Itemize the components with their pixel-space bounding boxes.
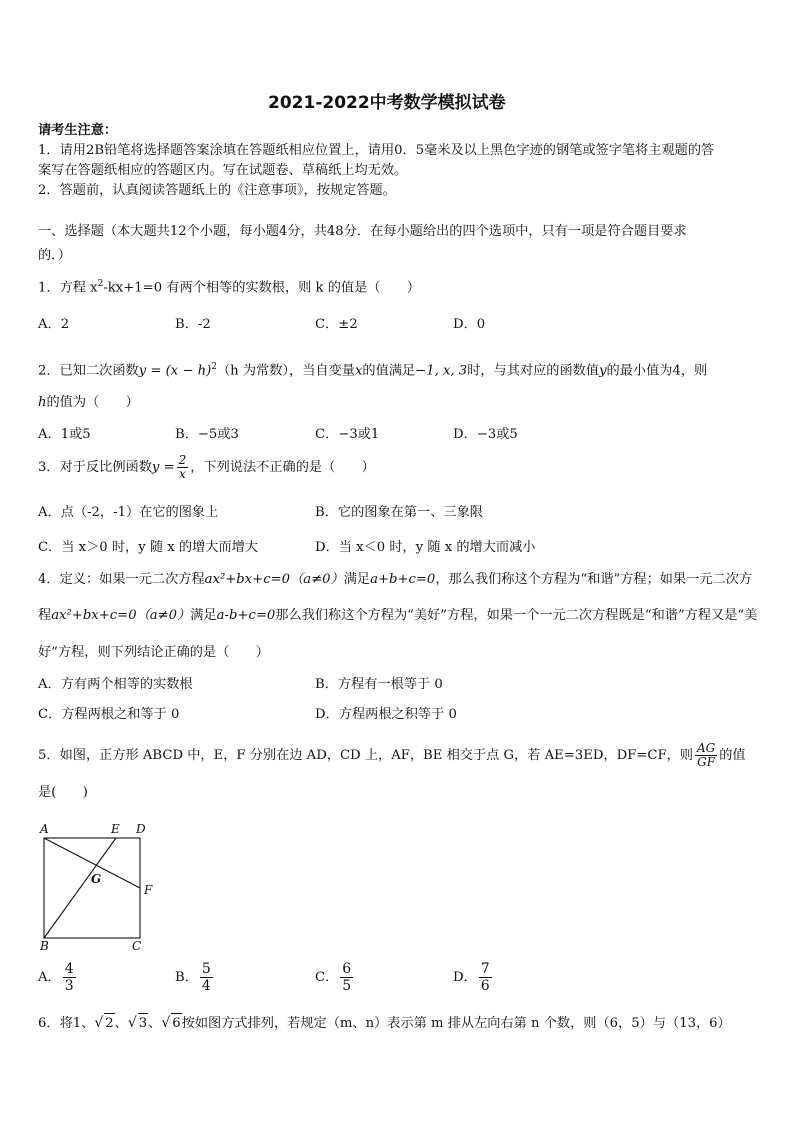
q5-fraction bbox=[695, 742, 717, 769]
q2-option-a[interactable]: A．1或5 bbox=[38, 427, 91, 442]
q3-option-a[interactable]: A．点（-2，-1）在它的图象上 bbox=[38, 505, 219, 520]
q3-stem-pre: 3．对于反比例函数 bbox=[38, 460, 152, 475]
q1-option-b[interactable]: B．-2 bbox=[175, 317, 211, 332]
q2-stem-end: 的最小值为4，则 bbox=[606, 363, 708, 379]
q4-line1-pre: 4．定义：如果一元二次方程 bbox=[38, 572, 205, 587]
q6-sep2: 、 bbox=[148, 1016, 162, 1031]
q5-option-a-num: 4 bbox=[64, 961, 74, 977]
q5-option-a-den: 3 bbox=[64, 978, 74, 994]
q5-stem-end: 的值 bbox=[719, 748, 746, 763]
q2-stem-pre: 2．已知二次函数 bbox=[38, 363, 139, 379]
q5-option-b-letter: B． bbox=[175, 970, 198, 985]
q5-option-c-letter: C． bbox=[315, 970, 339, 985]
q5-option-c-frac bbox=[340, 961, 353, 994]
q4-line1-eq: ax²+bx+c=0（a≠0） bbox=[204, 572, 344, 587]
label-g: G bbox=[91, 872, 102, 886]
q2-var-x: x bbox=[354, 363, 363, 379]
page-title: 2021-2022中考数学模拟试卷 bbox=[268, 93, 506, 113]
q1-option-d[interactable]: D．0 bbox=[453, 317, 486, 332]
question-4-line1 bbox=[38, 570, 752, 590]
q6-root-6: 6 bbox=[171, 1013, 181, 1034]
label-d: D bbox=[136, 822, 146, 836]
q2-stem-mid: （h 为常数），当自变量 bbox=[216, 363, 355, 379]
q1-stem-post: -kx+1=0 有两个相等的实数根，则 k 的值是（ ） bbox=[103, 280, 421, 296]
q3-fraction bbox=[177, 454, 189, 481]
notice-line-1b: 案写在答题纸相应的答题区内。写在试题卷、草稿纸上均无效。 bbox=[38, 163, 408, 178]
question-2-line2 bbox=[38, 393, 139, 413]
q4-line2-post: 那么我们称这个方程为“美好”方程，如果一个一元二次方程既是“和谐”方程又是“美 bbox=[275, 608, 758, 623]
q5-option-a-frac bbox=[63, 961, 76, 994]
q1-stem-pre: 1．方程 x bbox=[38, 280, 98, 296]
q4-line1-cond: a+b+c=0 bbox=[370, 572, 436, 587]
q4-option-b[interactable]: B．方程有一根等于 0 bbox=[315, 677, 443, 692]
notice-line-1a: 1．请用2B铅笔将选择题答案涂填在答题纸相应位置上，请用0．5毫米及以上黑色字迹的钢笔或签字笔将主观题的答 bbox=[38, 143, 715, 158]
square-abcd bbox=[44, 838, 140, 938]
q2-option-d[interactable]: D．−3或5 bbox=[453, 427, 518, 442]
q5-option-d-letter: D． bbox=[453, 970, 477, 985]
q2-stem-mid2: 的值满足 bbox=[362, 363, 416, 379]
q4-line2-eq: ax²+bx+c=0（a≠0） bbox=[51, 608, 191, 623]
q5-frac-den: GF bbox=[697, 755, 716, 769]
q2-range: −1, x, 3 bbox=[415, 363, 468, 379]
q1-option-a[interactable]: A．2 bbox=[38, 317, 70, 332]
q6-root-2: 2 bbox=[104, 1013, 114, 1034]
segment-be bbox=[44, 838, 116, 938]
q1-option-c[interactable]: C．±2 bbox=[315, 317, 358, 332]
question-5-stem bbox=[38, 742, 746, 769]
q3-func-lhs: y = bbox=[151, 460, 175, 475]
sqrt-symbol: √ bbox=[94, 1015, 104, 1031]
q2-option-c[interactable]: C．−3或1 bbox=[315, 427, 380, 442]
q2-formula: y = (x − h) bbox=[138, 363, 212, 379]
q6-pre: 6．将1、 bbox=[38, 1016, 95, 1031]
q6-sep1: 、 bbox=[114, 1016, 128, 1031]
q3-option-d[interactable]: D．当 x＜0 时，y 随 x 的增大而减小 bbox=[315, 540, 536, 555]
label-a: A bbox=[40, 822, 49, 836]
q5-option-d-num: 7 bbox=[480, 961, 490, 977]
question-4-line3: 好”方程，则下列结论正确的是（ ） bbox=[38, 645, 269, 660]
q5-option-c-num: 6 bbox=[342, 961, 352, 977]
label-b: B bbox=[40, 939, 49, 952]
q5-option-b-frac bbox=[200, 961, 213, 994]
question-2-stem bbox=[38, 357, 707, 381]
notice-heading: 请考生注意： bbox=[38, 123, 118, 138]
q5-option-a-letter: A． bbox=[38, 970, 61, 985]
q5-stem: 5．如图，正方形 ABCD 中，E，F 分别在边 AD，CD 上，AF，BE 相交于点 G，若 AE=3ED，DF=CF，则 bbox=[38, 748, 693, 763]
q6-root-3: 3 bbox=[138, 1013, 148, 1034]
square-figure bbox=[34, 820, 164, 952]
q2-var-y: y bbox=[599, 363, 607, 379]
q1-sup: 2 bbox=[97, 279, 104, 289]
question-3-stem bbox=[38, 454, 375, 481]
q2-line2: 的值为（ ） bbox=[46, 395, 139, 410]
q2-formula-sup: 2 bbox=[211, 362, 217, 372]
section-header-end: 的．） bbox=[38, 248, 71, 263]
q2-line2-var: h bbox=[38, 395, 47, 410]
q5-option-c-den: 5 bbox=[342, 978, 352, 994]
q3-stem-post: ，下列说法不正确的是（ ） bbox=[190, 460, 375, 475]
question-4-line2 bbox=[38, 606, 757, 626]
label-c: C bbox=[132, 939, 142, 952]
q3-option-c[interactable]: C．当 x＞0 时，y 随 x 的增大而增大 bbox=[38, 540, 259, 555]
q5-option-b-den: 4 bbox=[201, 978, 211, 994]
q5-frac-num: AG bbox=[696, 741, 716, 755]
q4-line2-cond: a-b+c=0 bbox=[216, 608, 276, 623]
q4-option-c[interactable]: C．方程两根之和等于 0 bbox=[38, 707, 180, 722]
q3-func-den: x bbox=[179, 467, 186, 481]
label-e: E bbox=[111, 822, 120, 836]
notice-line-2: 2．答题前，认真阅读答题纸上的《注意事项》，按规定答题。 bbox=[38, 183, 396, 198]
q5-option-b-num: 5 bbox=[201, 961, 211, 977]
q4-line2-mid: 满足 bbox=[190, 608, 217, 623]
q3-func-num: 2 bbox=[178, 453, 187, 467]
q2-option-b[interactable]: B．−5或3 bbox=[175, 427, 239, 442]
q5-option-b[interactable] bbox=[175, 961, 215, 994]
q4-option-d[interactable]: D．方程两根之积等于 0 bbox=[315, 707, 457, 722]
question-6-stem bbox=[38, 1013, 731, 1034]
q4-option-a[interactable]: A．方有两个相等的实数根 bbox=[38, 677, 193, 692]
q4-line1-post: ，那么我们称这个方程为“和谐”方程；如果一元二次方 bbox=[435, 572, 753, 587]
q5-option-d[interactable] bbox=[453, 961, 494, 994]
q4-line2-pre: 程 bbox=[38, 608, 52, 623]
q2-stem-post: 时，与其对应的函数值 bbox=[467, 363, 600, 379]
section-header: 一、选择题（本大题共12个小题，每小题4分，共48分．在每小题给出的四个选项中，只有一项是符合题目要求 bbox=[38, 224, 687, 239]
q5-option-c[interactable] bbox=[315, 961, 355, 994]
q4-line1-mid: 满足 bbox=[343, 572, 371, 587]
label-f: F bbox=[144, 883, 153, 897]
q5-option-d-den: 6 bbox=[480, 978, 490, 994]
q5-option-a[interactable] bbox=[38, 961, 78, 994]
sqrt-symbol: √ bbox=[127, 1015, 137, 1031]
question-5-line2: 是( ) bbox=[38, 785, 88, 800]
sqrt-symbol: √ bbox=[161, 1015, 171, 1031]
q5-option-d-frac bbox=[479, 961, 492, 994]
question-1-stem bbox=[38, 274, 420, 298]
q6-post: 按如图方式排列，若规定（m、n）表示第 m 排从左向右第 n 个数，则（6，5）与（13，6） bbox=[181, 1016, 731, 1031]
q3-option-b[interactable]: B．它的图象在第一、三象限 bbox=[315, 505, 483, 520]
